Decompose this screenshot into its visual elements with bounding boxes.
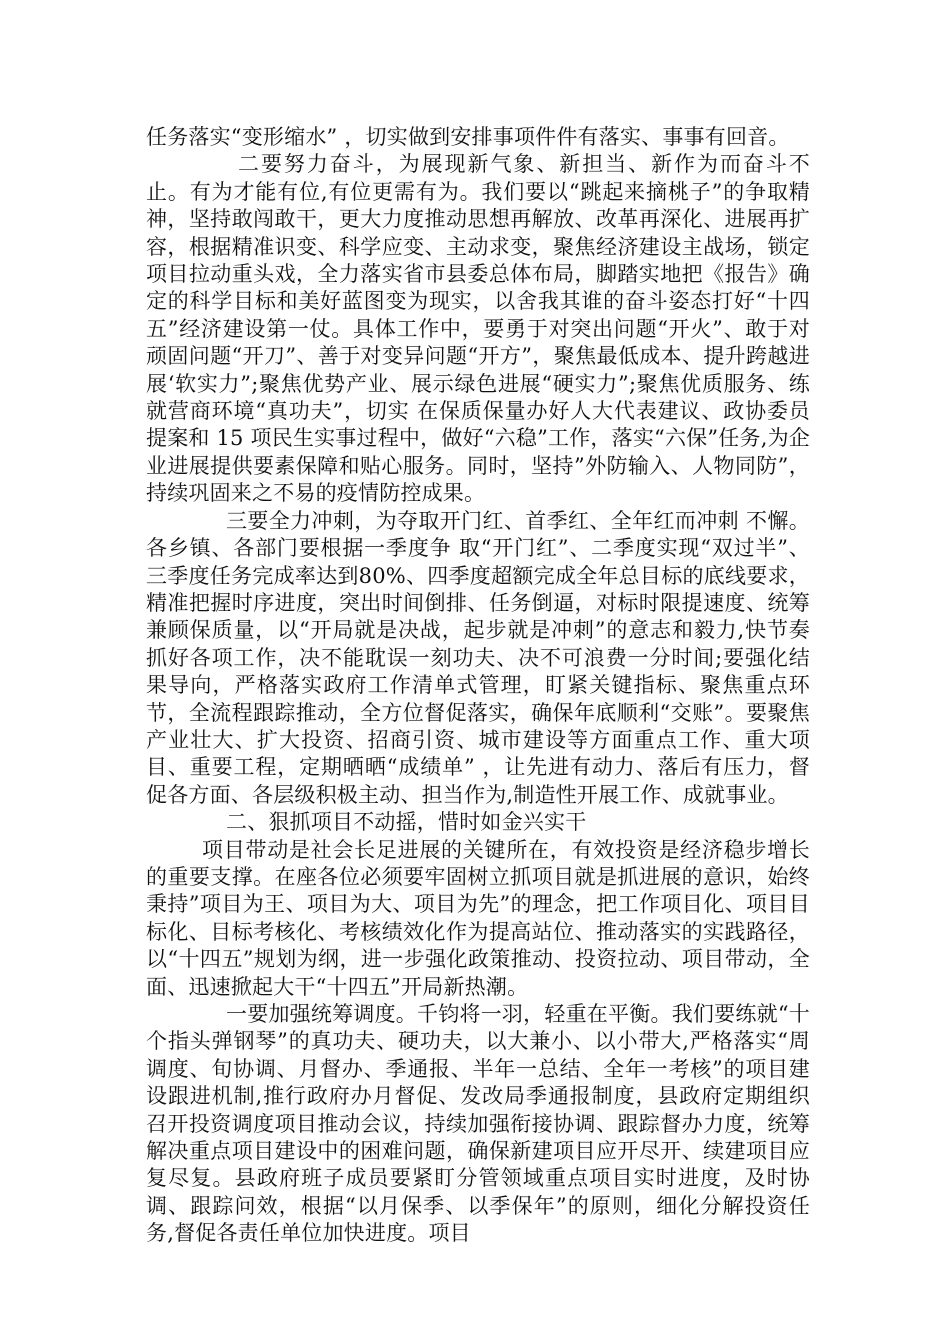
paragraph-continuation: 任务落实“变形缩水” ，切实做到安排事项件件有落实、事事有回音。: [146, 125, 790, 149]
paragraph-sprint: 三要全力冲刺，为夺取开门红、首季红、全年红而冲刺 不懈。各乡镇、各部门要根据一季度争 取“开门红”、二季度实现“双过半”、三季度任务完成率达到80%、四季度超额完成全年总目标的底线要求，精准把握时序进度，突出时间倒排、任务倒逼，对标时限提速度、统筹兼顾保质量，以“开局就是决战，起步就是冲刺”的意志和毅力,快节奏抓好各项工作，决不能耽误一刻功夫、决不可浪费一分时间;要强化结果导向，严格落实政府工作清单式管理，盯紧关键指标、聚焦重点环节，全流程跟踪推动，全方位督促落实，确保年底顺利“交账”。要聚焦产业壮大、扩大投资、招商引资、城市建设等方面重点工作、重大项目、重要工程，定期晒晒“成绩单” ，让先进有动力、落后有压力，督促各方面、各层级积极主动、担当作为,制造性开展工作、成就事业。: [146, 508, 810, 807]
section-heading: 二、狠抓项目不动摇，惜时如金兴实干: [226, 810, 587, 835]
paragraph-projects: 项目带动是社会长足进展的关键所在，有效投资是经济稳步增长的重要支撑。在座各位必须要牢固树立抓项目就是抓进展的意识，始终秉持”项目为王、项目为大、项目为先”的理念，把工作项目化、项目目标化、目标考核化、考核绩效化作为提高站位、推动落实的实践路径，以“十四五”规划为纲，进一步强化政策推动、投资拉动、项目带动，全面、迅速掀起大干“十四五”开局新热潮。: [146, 837, 810, 999]
document-body: [146, 124, 810, 1248]
paragraph-coordination: 一要加强统筹调度。千钧将一羽，轻重在平衡。我们要练就“十个指头弹钢琴”的真功夫、硬功夫，以大兼小、以小带大,严格落实“周调度、旬协调、月督办、季通报、半年一总结、全年一考核”的项目建设跟进机制,推行政府办月督促、发改局季通报制度，县政府定期组织召开投资调度项目推动会议，持续加强衔接协调、跟踪督办力度，统筹解决重点项目建设中的困难问题，确保新建项目应开尽开、续建项目应复尽复。县政府班子成员要紧盯分管领域重点项目实时进度，及时协调、跟踪问效，根据“以月保季、以季保年”的原则，细化分解投资任务,督促各责任单位加快进度。项目: [146, 1002, 810, 1246]
paragraph-strive: 二要努力奋斗，为展现新气象、新担当、新作为而奋斗不止。有为才能有位,有位更需有为。我们要以“跳起来摘桃子”的争取精神，坚持敢闯敢干，更大力度推动思想再解放、改革再深化、进展再扩容，根据精准识变、科学应变、主动求变，聚焦经济建设主战场，锁定项目拉动重头戏，全力落实省市县委总体布局，脚踏实地把《报告》确定的科学目标和美好蓝图变为现实，以舍我其谁的奋斗姿态打好“十四五”经济建设第一仗。具体工作中，要勇于对突出问题“开火”、敢于对顽固问题“开刀”、善于对变异问题“开方”，聚焦最低成本、提升跨越进展‘软实力”;聚焦优势产业、展示绿色进展“硬实力”;聚焦优质服务、练就营商环境“真功夫”，切实 在保质保量办好人大代表建议、政协委员提案和 15 项民生实事过程中，做好“六稳”工作，落实“六保”任务,为企业进展提供要素保障和贴心服务。同时，坚持”外防输入、人物同防”，持续巩固来之不易的疫情防控成果。: [146, 152, 810, 506]
